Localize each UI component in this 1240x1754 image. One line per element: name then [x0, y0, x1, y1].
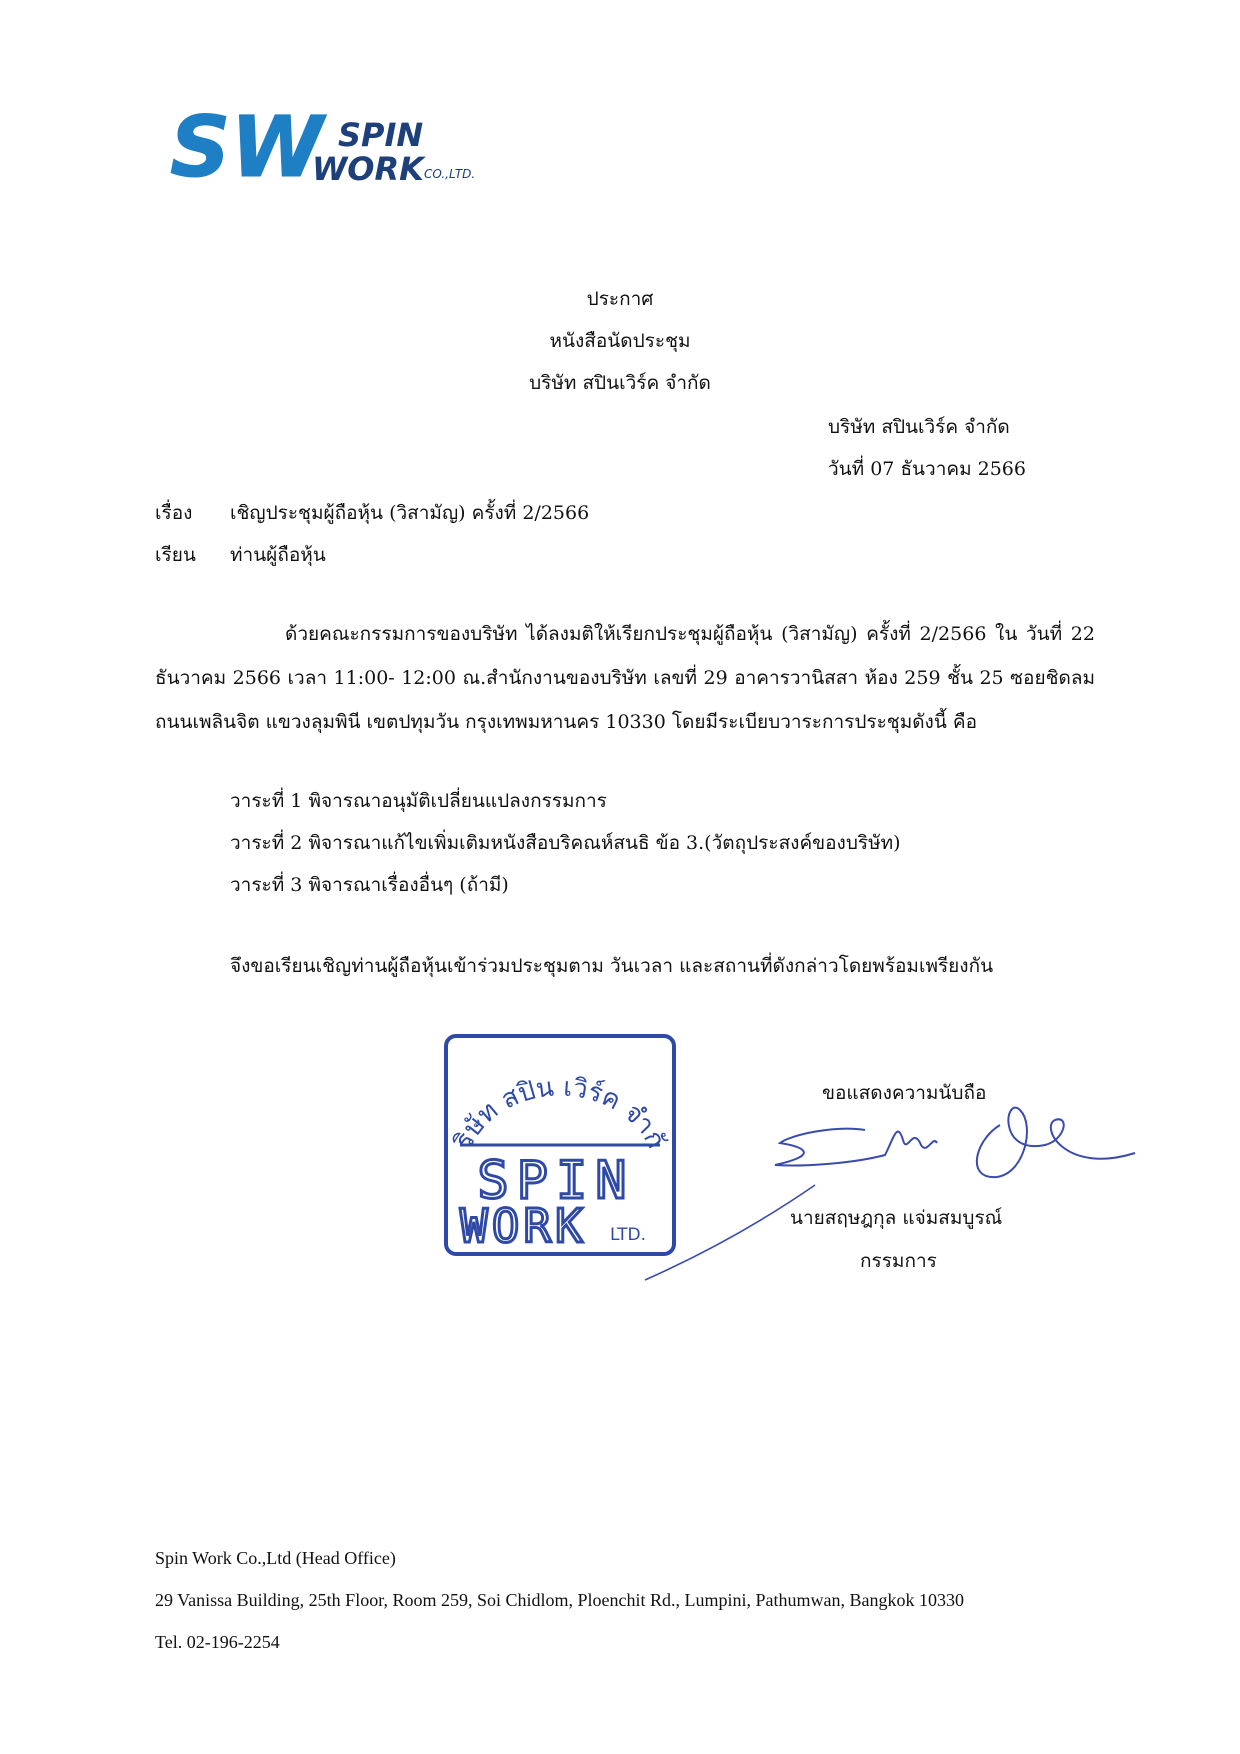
signer-title: กรรมการ — [860, 1250, 937, 1272]
company-logo — [170, 98, 500, 198]
signer-name: นายสฤษฎกุล แจ่มสมบูรณ์ — [790, 1207, 1003, 1229]
stamp-text-spin: SPIN — [477, 1151, 635, 1211]
subject-text: เชิญประชุมผู้ถือหุ้น (วิสามัญ) ครั้งที่ 2/2566 — [230, 502, 590, 524]
footer-phone: Tel. 02-196-2254 — [155, 1632, 280, 1652]
recipient-text: ท่านผู้ถือหุ้น — [230, 544, 326, 566]
logo-text-coltd: CO.,LTD. — [424, 167, 476, 181]
footer-company: Spin Work Co.,Ltd (Head Office) — [155, 1548, 396, 1568]
announcement-title: ประกาศ — [586, 288, 654, 310]
logo-text-spin: SPIN — [338, 116, 424, 154]
stamp-text-ltd: LTD. — [610, 1225, 647, 1245]
stamp-text-work: WORK — [460, 1199, 587, 1253]
document-title: หนังสือนัดประชุม — [549, 330, 691, 352]
subject-label: เรื่อง — [155, 502, 193, 524]
regards-text: ขอแสดงความนับถือ — [822, 1082, 987, 1104]
signature-stroke — [640, 1175, 820, 1285]
agenda-item-2: วาระที่ 2 พิจารณาแก้ไขเพิ่มเติมหนังสือบริคณห์สนธิ ข้อ 3.(วัตถุประสงค์ของบริษัท) — [230, 832, 901, 854]
closing-sentence: จึงขอเรียนเชิญท่านผู้ถือหุ้นเข้าร่วมประชุมตาม วันเวลา และสถานที่ดังกล่าวโดยพร้อมเพรียงกัน — [230, 955, 994, 977]
stamp-arc-text: ริษัท สปิน เวิร์ค จำกั — [448, 1072, 671, 1154]
recipient-label: เรียน — [155, 544, 196, 566]
body-paragraph: ด้วยคณะกรรมการของบริษัท ได้ลงมติให้เรียกประชุมผู้ถือหุ้น (วิสามัญ) ครั้งที่ 2/2566 ใน วันที่ 22 ธันวาคม 2566 เวลา 11:00- 12:00 ณ.สำนักงานของบริษัท เลขที่ 29 อาคารวานิสสา ห้อง 259 ชั้น 25 ซอยชิดลม ถนนเพลินจิต แขวงลุมพินี เขตปทุมวัน กรุงเทพมหานคร 10330 โดยมีระเบียบวาระการประชุมดังนี้ คือ — [155, 623, 1095, 733]
footer-address: 29 Vanissa Building, 25th Floor, Room 259, Soi Chidlom, Ploenchit Rd., Lumpini, Pathumwan, Bangkok 10330 — [155, 1590, 964, 1610]
issuer-company: บริษัท สปินเวิร์ค จำกัด — [828, 416, 1010, 438]
issue-date: วันที่ 07 ธันวาคม 2566 — [828, 458, 1026, 480]
logo-text-work: WORK — [312, 150, 424, 188]
logo-mark: SW — [170, 98, 324, 196]
company-title: บริษัท สปินเวิร์ค จำกัด — [529, 372, 711, 394]
agenda-item-1: วาระที่ 1 พิจารณาอนุมัติเปลี่ยนแปลงกรรมการ — [230, 790, 607, 812]
agenda-item-3: วาระที่ 3 พิจารณาเรื่องอื่นๆ (ถ้ามี) — [230, 874, 509, 896]
